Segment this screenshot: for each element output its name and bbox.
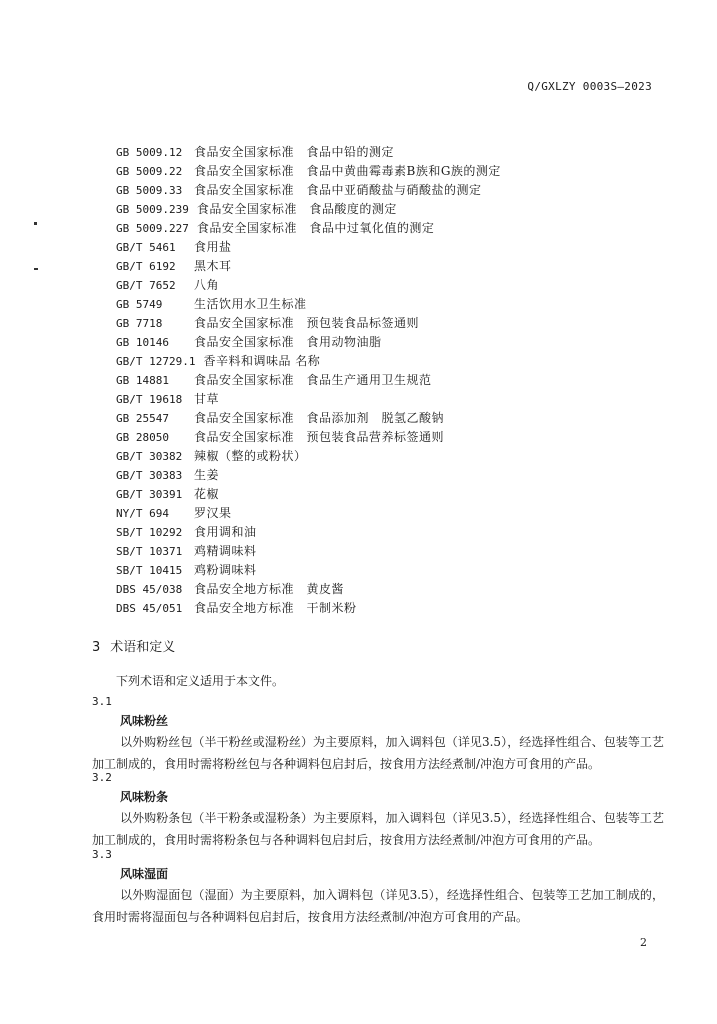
reference-title: 鸡精调味料 [194,544,257,558]
reference-code: GB 28050 [116,431,169,444]
reference-title: 甘草 [194,392,220,406]
section-heading [92,636,175,655]
reference-item [116,143,501,162]
reference-item [116,599,501,618]
reference-item [116,181,501,200]
term-entry [92,845,664,928]
reference-title: 食品安全国家标准 食品中黄曲霉毒素B族和G族的测定 [194,164,501,178]
reference-code: GB/T 30391 [116,488,183,501]
reference-title: 食用盐 [194,240,232,254]
reference-title: 食品安全地方标准 黄皮酱 [194,582,345,596]
reference-code: GB/T 12729.1 [116,355,196,368]
section-number: 3 [92,640,101,655]
reference-code: GB 5009.227 [116,222,189,235]
reference-item [116,561,501,580]
clause-number: 3.3 [92,848,112,861]
term-name: 风味粉丝 [120,714,169,728]
reference-code: GB/T 30383 [116,469,183,482]
term-definition: 以外购粉丝包（半干粉丝或湿粉丝）为主要原料，加入调料包（详见3.5），经选择性组合、包装等工艺加工制成的，食用时需将粉丝包与各种调料包启封后，按食用方法经煮制/冲泡方可食用的产品。 [92,735,664,771]
reference-item [116,485,501,504]
reference-item [116,352,501,371]
reference-code: SB/T 10292 [116,526,183,539]
reference-item [116,580,501,599]
reference-code: GB/T 30382 [116,450,183,463]
reference-title: 黑木耳 [194,259,232,273]
clause-number: 3.2 [92,771,112,784]
reference-code: SB/T 10371 [116,545,183,558]
reference-code: DBS 45/051 [116,602,183,615]
scan-artifact [34,222,37,225]
reference-code: GB/T 19618 [116,393,183,406]
reference-title: 生活饮用水卫生标准 [194,297,307,311]
page-number: 2 [640,936,647,949]
reference-code: NY/T 694 [116,507,169,520]
reference-code: GB 14881 [116,374,169,387]
reference-title: 香辛料和调味品 名称 [203,354,321,368]
reference-code: SB/T 10415 [116,564,183,577]
section-intro: 下列术语和定义适用于本文件。 [116,674,285,688]
term-name: 风味粉条 [120,790,169,804]
term-definition: 以外购粉条包（半干粉条或湿粉条）为主要原料，加入调料包（详见3.5），经选择性组合、包装等工艺加工制成的，食用时需将粉条包与各种调料包启封后，按食用方法经煮制/冲泡方可食用的产品。 [92,811,664,847]
reference-item [116,447,501,466]
term-name: 风味湿面 [120,867,169,881]
reference-item [116,276,501,295]
reference-title: 食品安全国家标准 食用动物油脂 [194,335,382,349]
reference-title: 食品安全国家标准 食品中铅的测定 [194,145,395,159]
reference-title: 食品安全地方标准 干制米粉 [194,601,357,615]
reference-title: 鸡粉调味料 [194,563,257,577]
reference-code: GB/T 6192 [116,260,176,273]
reference-title: 辣椒（整的或粉状） [194,449,307,463]
reference-title: 八角 [194,278,220,292]
reference-code: GB 5009.22 [116,165,183,178]
reference-title: 食品安全国家标准 预包装食品营养标签通则 [194,430,445,444]
reference-item [116,200,501,219]
reference-item [116,542,501,561]
reference-item [116,523,501,542]
reference-item [116,314,501,333]
reference-item [116,428,501,447]
reference-item [116,390,501,409]
reference-item [116,219,501,238]
reference-code: DBS 45/038 [116,583,183,596]
reference-title: 食品安全国家标准 食品中亚硝酸盐与硝酸盐的测定 [194,183,482,197]
term-entry [92,692,664,775]
reference-title: 食用调和油 [194,525,257,539]
reference-item [116,238,501,257]
reference-item [116,504,501,523]
reference-item [116,295,501,314]
reference-title: 食品安全国家标准 食品生产通用卫生规范 [194,373,432,387]
reference-code: GB/T 7652 [116,279,176,292]
reference-title: 花椒 [194,487,220,501]
clause-number: 3.1 [92,695,112,708]
normative-references-list [116,143,501,618]
term-definition: 以外购湿面包（湿面）为主要原料，加入调料包（详见3.5），经选择性组合、包装等工艺加工制成的，食用时需将湿面包与各种调料包启封后，按食用方法经煮制/冲泡方可食用的产品。 [92,888,664,924]
reference-code: GB/T 5461 [116,241,176,254]
reference-code: GB 5009.239 [116,203,189,216]
reference-title: 食品安全国家标准 食品酸度的测定 [196,202,397,216]
section-title: 术语和定义 [110,640,176,655]
document-number-header: Q/GXLZY 0003S—2023 [527,80,652,93]
reference-item [116,371,501,390]
reference-code: GB 25547 [116,412,169,425]
reference-code: GB 5749 [116,298,163,311]
reference-item [116,257,501,276]
reference-title: 生姜 [194,468,220,482]
term-entry [92,768,664,851]
reference-title: 食品安全国家标准 预包装食品标签通则 [194,316,420,330]
reference-title: 罗汉果 [194,506,232,520]
scan-artifact [34,268,38,270]
reference-code: GB 10146 [116,336,169,349]
reference-item [116,162,501,181]
reference-code: GB 7718 [116,317,163,330]
reference-item [116,333,501,352]
reference-code: GB 5009.12 [116,146,183,159]
reference-title: 食品安全国家标准 食品添加剂 脱氢乙酸钠 [194,411,445,425]
reference-code: GB 5009.33 [116,184,183,197]
reference-item [116,409,501,428]
reference-item [116,466,501,485]
reference-title: 食品安全国家标准 食品中过氧化值的测定 [196,221,435,235]
